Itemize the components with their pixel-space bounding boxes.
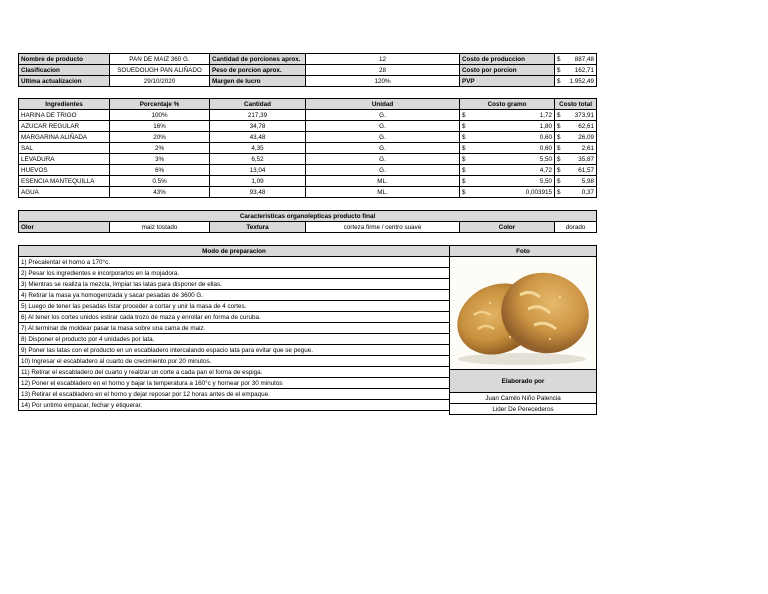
ingredient-name: AZUCAR REGULAR	[19, 121, 110, 132]
preparation-step-row	[19, 257, 450, 268]
ingredient-name: MARGARINA ALIÑADA	[19, 132, 110, 143]
preparation-step-row	[19, 356, 450, 367]
total-currency: $	[555, 132, 563, 143]
preparation-step: 10) Ingresar el escabladero al cuarto de crecimiento por 20 minutos.	[19, 356, 450, 367]
header-value-2: 120%	[306, 76, 460, 87]
header-label-2: Margen de lucro	[210, 76, 306, 87]
preparation-step-row	[19, 400, 450, 411]
header-row	[19, 54, 597, 65]
preparation-step-row	[19, 312, 450, 323]
preparation-step-row	[19, 290, 450, 301]
cost-gram-value: 5,50	[539, 155, 552, 163]
header-value-3: 887,48	[563, 54, 597, 65]
preparation-step: 14) Por untimo empacar, fechar y etiquerar.	[19, 400, 450, 411]
header-row	[19, 65, 597, 76]
organoleptic-table	[18, 210, 597, 233]
elaborated-title: Elaborado por	[450, 370, 597, 393]
ingredient-unit: G.	[306, 110, 460, 121]
header-currency: $	[555, 65, 563, 76]
ingredient-unit: ML.	[306, 176, 460, 187]
preparation-step-row	[19, 345, 450, 356]
color-label: Color	[460, 222, 555, 233]
ingredient-unit: G.	[306, 121, 460, 132]
ingredient-name: HARINA DE TRIGO	[19, 110, 110, 121]
preparation-step-row	[19, 279, 450, 290]
organoleptic-title: Caracteristicas organolepticas producto final	[19, 211, 597, 222]
cost-gram-value: 0,60	[539, 133, 552, 141]
ingredient-qty: 13,04	[210, 165, 306, 176]
ingredient-qty: 6,52	[210, 154, 306, 165]
preparation-step: 9) Poner las latas con el producto en un escabladero intercalando espacio lata para evitar que se pegue.	[19, 345, 450, 356]
preparation-step-row	[19, 301, 450, 312]
preparation-table	[18, 245, 450, 411]
total-currency: $	[555, 110, 563, 121]
ingredient-cost-gram	[460, 132, 555, 143]
ingredient-qty: 34,78	[210, 121, 306, 132]
olor-value: maiz tostado	[110, 222, 210, 233]
ingredient-name: ESENCIA MANTEQUILLA	[19, 176, 110, 187]
cost-gram-value: 1,72	[539, 111, 552, 119]
ingredient-unit: G.	[306, 165, 460, 176]
ingredient-percent: 0.5%	[110, 176, 210, 187]
ingredient-cost-gram	[460, 176, 555, 187]
header-value: SOUEDOUGH PAN ALIÑADO	[110, 65, 210, 76]
header-label-3: Costo de produccion	[460, 54, 555, 65]
ingredient-percent: 2%	[110, 143, 210, 154]
preparation-step-row	[19, 323, 450, 334]
ingredient-row	[19, 154, 597, 165]
ingredient-cost-gram	[460, 143, 555, 154]
ingredient-row	[19, 132, 597, 143]
preparation-step: 1) Precalentar el horno a 170°c.	[19, 257, 450, 268]
ingredient-qty: 217,39	[210, 110, 306, 121]
bread-image	[450, 257, 595, 369]
preparation-step-row	[19, 378, 450, 389]
ingredient-cost-gram	[460, 187, 555, 198]
col-ingredientes: Ingredientes	[19, 99, 110, 110]
header-currency: $	[555, 76, 563, 87]
ingredient-percent: 43%	[110, 187, 210, 198]
currency-symbol: $	[462, 111, 466, 119]
ingredient-qty: 4,35	[210, 143, 306, 154]
preparation-step-row	[19, 367, 450, 378]
cost-gram-value: 4,72	[539, 166, 552, 174]
ingredient-unit: G.	[306, 154, 460, 165]
ingredient-row	[19, 143, 597, 154]
photo-title: Foto	[450, 246, 597, 257]
preparation-title: Modo de preparacion	[19, 246, 450, 257]
header-label: Ultima actualizacion	[19, 76, 110, 87]
cost-gram-value: 5,50	[539, 177, 552, 185]
total-currency: $	[555, 165, 563, 176]
ingredient-row	[19, 187, 597, 198]
ingredient-name: LEVADURA	[19, 154, 110, 165]
col-costo-gramo: Costo gramo	[460, 99, 555, 110]
currency-symbol: $	[462, 155, 466, 163]
olor-label: Olor	[19, 222, 110, 233]
textura-value: corteza firme / centro suave	[306, 222, 460, 233]
col-porcentaje: Porcentaje %	[110, 99, 210, 110]
preparation-step: 7) Al terminar de moldear pasar la masa sobre una cama de maiz.	[19, 323, 450, 334]
header-label-3: Costo por porcion	[460, 65, 555, 76]
color-value: dorado	[555, 222, 597, 233]
ingredient-percent: 100%	[110, 110, 210, 121]
ingredient-total: 35,87	[563, 154, 597, 165]
product-header-table	[18, 53, 597, 87]
header-value-2: 12	[306, 54, 460, 65]
ingredient-unit: ML.	[306, 187, 460, 198]
ingredient-unit: G.	[306, 143, 460, 154]
ingredient-row	[19, 121, 597, 132]
total-currency: $	[555, 176, 563, 187]
cost-gram-value: 1,80	[539, 122, 552, 130]
col-cantidad: Cantidad	[210, 99, 306, 110]
ingredient-row	[19, 165, 597, 176]
preparation-step: 12) Poner el escabladero en el horno y bajar la temperatura a 160°c y hornear por 30 minutos	[19, 378, 450, 389]
preparation-step: 5) Luego de tener las pesadas listar proceder a cortar y unir la masa de 4 cortes.	[19, 301, 450, 312]
ingredient-qty: 43,48	[210, 132, 306, 143]
total-currency: $	[555, 121, 563, 132]
preparation-step-row	[19, 389, 450, 400]
preparation-step: 13) Retirar el escabladero en el horno y dejar reposar por 12 horas antes de el empaque.	[19, 389, 450, 400]
header-currency: $	[555, 54, 563, 65]
col-costo-total: Costo total	[555, 99, 597, 110]
ingredient-row	[19, 176, 597, 187]
preparation-step: 6) Al tener los cortes unidos estirar cada trozo de maza y enrollar en forma de curuba.	[19, 312, 450, 323]
ingredient-cost-gram	[460, 154, 555, 165]
total-currency: $	[555, 143, 563, 154]
ingredient-total: 373,91	[563, 110, 597, 121]
currency-symbol: $	[462, 177, 466, 185]
bread-photo	[450, 257, 597, 370]
header-row	[19, 76, 597, 87]
ingredient-percent: 20%	[110, 132, 210, 143]
ingredient-row	[19, 110, 597, 121]
preparation-step-row	[19, 268, 450, 279]
currency-symbol: $	[462, 133, 466, 141]
ingredient-percent: 3%	[110, 154, 210, 165]
currency-symbol: $	[462, 166, 466, 174]
header-value: PAN DE MAIZ 360 G.	[110, 54, 210, 65]
ingredient-total: 61,57	[563, 165, 597, 176]
header-value-3: 1.952,49	[563, 76, 597, 87]
ingredient-name: SAL	[19, 143, 110, 154]
preparation-step: 11) Retirar el escabladero del cuarto y realizar un corte a cada pan el forma de espiga.	[19, 367, 450, 378]
ingredient-qty: 1,09	[210, 176, 306, 187]
header-label-3: PVP	[460, 76, 555, 87]
ingredient-percent: 6%	[110, 165, 210, 176]
ingredient-percent: 16%	[110, 121, 210, 132]
header-label: Nombre de producto	[19, 54, 110, 65]
preparation-step: 2) Pesar los ingredientes e incorporarlos en la mojadora.	[19, 268, 450, 279]
cost-gram-value: 0,003915	[525, 188, 552, 196]
ingredient-unit: G.	[306, 132, 460, 143]
ingredient-total: 5,98	[563, 176, 597, 187]
ingredient-cost-gram	[460, 110, 555, 121]
header-label: Clasificacion	[19, 65, 110, 76]
ingredient-name: AGUA	[19, 187, 110, 198]
textura-label: Textura	[210, 222, 306, 233]
header-label-2: Cantidad de porciones aprox.	[210, 54, 306, 65]
ingredient-qty: 93,48	[210, 187, 306, 198]
ingredient-cost-gram	[460, 121, 555, 132]
preparation-step: 4) Retirar la masa ya homogenizada y sacar pesadas de 3600 G.	[19, 290, 450, 301]
header-value-2: 28	[306, 65, 460, 76]
ingredient-name: HUEVOS	[19, 165, 110, 176]
header-value-3: 162,71	[563, 65, 597, 76]
currency-symbol: $	[462, 188, 466, 196]
currency-symbol: $	[462, 122, 466, 130]
ingredient-total: 2,61	[563, 143, 597, 154]
ingredient-cost-gram	[460, 165, 555, 176]
total-currency: $	[555, 154, 563, 165]
header-label-2: Peso de porcion aprox.	[210, 65, 306, 76]
total-currency: $	[555, 187, 563, 198]
ingredient-total: 0,37	[563, 187, 597, 198]
preparation-step: 3) Mientras se realiza la mezcla, limpiar las latas para disponer de ellas.	[19, 279, 450, 290]
ingredient-total: 62,61	[563, 121, 597, 132]
elaborated-role: Lider De Perecederos	[450, 404, 597, 415]
ingredient-total: 26,09	[563, 132, 597, 143]
elaborated-name: Juan Camilo Niño Palencia	[450, 393, 597, 404]
header-value: 29/10/2020	[110, 76, 210, 87]
cost-gram-value: 0,60	[539, 144, 552, 152]
photo-table	[449, 245, 597, 415]
preparation-step-row	[19, 334, 450, 345]
ingredients-table	[18, 98, 597, 198]
currency-symbol: $	[462, 144, 466, 152]
preparation-step: 8) Disponer el producto por 4 unidades por lata.	[19, 334, 450, 345]
col-unidad: Unidad	[306, 99, 460, 110]
